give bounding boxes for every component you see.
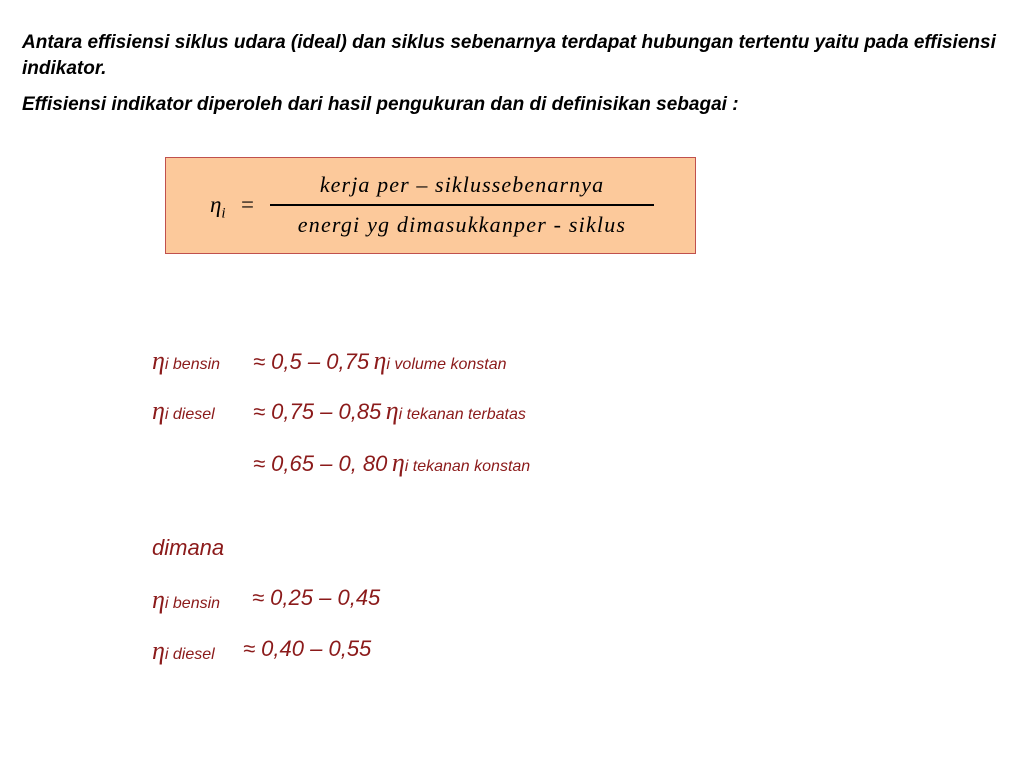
relation-value: ≈ 0,65 – 0, 80 [253, 451, 388, 476]
relation-reference-subscript: i volume konstan [386, 356, 507, 373]
formula-eta-symbol: η [210, 192, 222, 217]
relation-value: ≈ 0,5 – 0,75 [253, 349, 370, 374]
intro-text [22, 30, 1002, 118]
relation-subscript: i bensin [164, 356, 221, 373]
intro-paragraph-1: Antara effisiensi siklus udara (ideal) dan siklus sebenarnya terdapat hubungan tertentu yaitu pada effisiensi indikator. [22, 32, 996, 79]
range-subscript: i diesel [164, 646, 215, 663]
formula-lhs [210, 192, 226, 223]
relation-reference-subscript: i tekanan terbatas [398, 406, 526, 423]
efficiency-formula-box [165, 157, 696, 254]
formula-lhs-subscript: i [221, 205, 226, 222]
eta-symbol: η [152, 585, 165, 614]
formula-denominator: energi yg dimasukkanper - siklus [297, 212, 627, 237]
range-value: ≈ 0,40 – 0,55 [243, 636, 372, 661]
relation-reference-subscript: i tekanan konstan [404, 458, 531, 475]
eta-symbol: η [152, 346, 165, 375]
eta-symbol: η [152, 396, 165, 425]
range-value: ≈ 0,25 – 0,45 [252, 585, 381, 610]
fraction-bar [270, 204, 654, 206]
relation-subscript: i diesel [164, 406, 215, 423]
range-subscript: i bensin [164, 595, 221, 612]
formula-numerator: kerja per – siklussebenarnya [319, 172, 605, 197]
dimana-label [152, 535, 224, 561]
dimana-text: dimana [152, 535, 225, 560]
eta-symbol: η [391, 448, 405, 477]
formula-equals: = [241, 192, 254, 217]
intro-paragraph-2: Effisiensi indikator diperoleh dari hasil pengukuran dan di definisikan sebagai : [22, 94, 739, 115]
eta-symbol: η [385, 396, 399, 425]
eta-symbol: η [152, 636, 165, 665]
eta-symbol: η [373, 346, 387, 375]
relation-value: ≈ 0,75 – 0,85 [253, 399, 382, 424]
relation-row-diesel-alt [253, 448, 530, 478]
